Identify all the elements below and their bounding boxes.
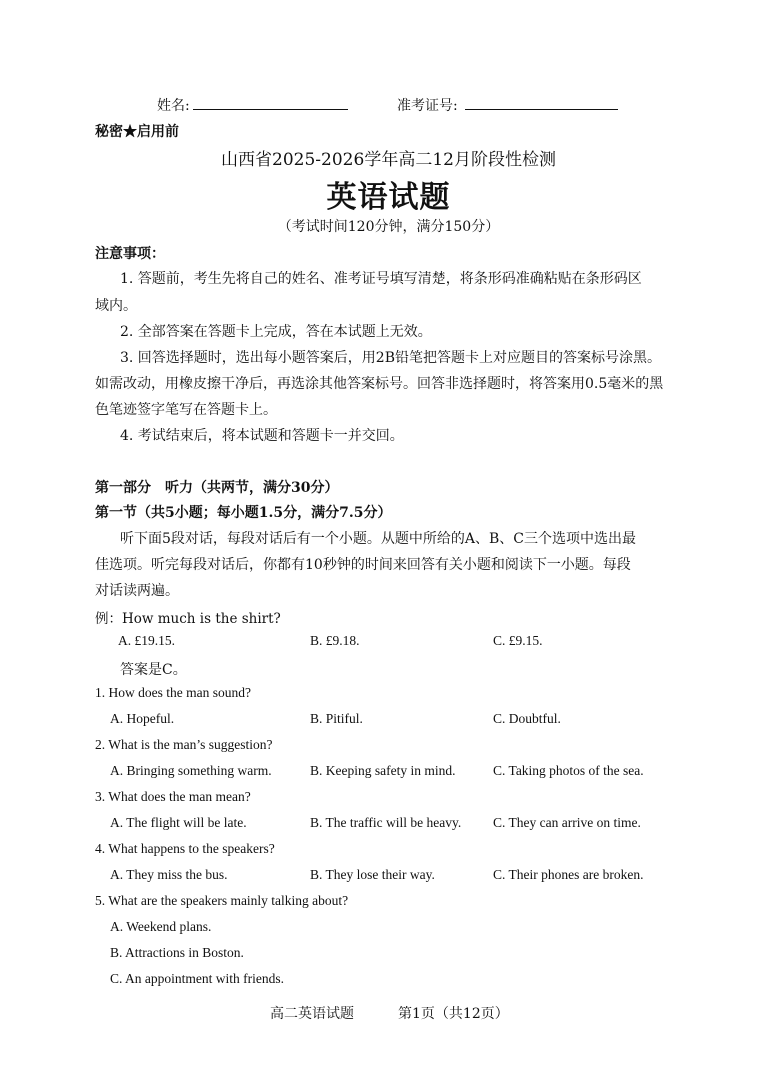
footer-page: 第1页（共12页） <box>398 1006 509 1022</box>
instruction-line: 对话读两遍。 <box>95 583 179 599</box>
note-line: 色笔迹签字笔写在答题卡上。 <box>95 402 277 418</box>
instruction-line: 听下面5段对话，每段对话后有一个小题。从题中所给的A、B、C三个选项中选出最 <box>120 531 637 547</box>
q3-option-a: A. The flight will be late. <box>110 815 247 830</box>
exam-number-label: 准考证号: <box>397 98 458 114</box>
q5-option-c: C. An appointment with friends. <box>110 971 284 986</box>
question-4: 4. What happens to the speakers? <box>95 841 275 856</box>
q2-option-c: C. Taking photos of the sea. <box>493 763 644 778</box>
q2-option-a: A. Bringing something warm. <box>110 763 272 778</box>
exam-title: 山西省2025-2026学年高二12月阶段性检测 <box>221 150 556 170</box>
q3-option-c: C. They can arrive on time. <box>493 815 641 830</box>
note-line: 3. 回答选择题时，选出每小题答案后，用2B铅笔把答题卡上对应题目的答案标号涂黑。 <box>120 350 662 366</box>
q3-option-b: B. The traffic will be heavy. <box>310 815 462 830</box>
q5-option-b: B. Attractions in Boston. <box>110 945 244 960</box>
question-1: 1. How does the man sound? <box>95 685 251 700</box>
example-answer: 答案是C。 <box>120 662 187 678</box>
notes-heading: 注意事项： <box>95 246 165 262</box>
name-label: 姓名: <box>157 98 190 114</box>
q2-option-b: B. Keeping safety in mind. <box>310 763 456 778</box>
note-line: 域内。 <box>95 298 137 314</box>
example-option-a: A. £19.15. <box>118 633 175 648</box>
instruction-line: 佳选项。听完每段对话后，你都有10秒钟的时间来回答有关小题和阅读下一小题。每段 <box>95 557 631 573</box>
secret-mark: 秘密★启用前 <box>95 124 179 140</box>
q4-option-c: C. Their phones are broken. <box>493 867 644 882</box>
question-2: 2. What is the man’s suggestion? <box>95 737 273 752</box>
part-heading: 第一部分 听力（共两节，满分30分） <box>95 480 339 496</box>
section-heading: 第一节（共5小题；每小题1.5分，满分7.5分） <box>95 505 392 521</box>
example-option-c: C. £9.15. <box>493 633 543 648</box>
note-line: 2. 全部答案在答题卡上完成，答在本试题上无效。 <box>120 324 432 340</box>
q1-option-b: B. Pitiful. <box>310 711 363 726</box>
note-line: 如需改动，用橡皮擦干净后，再选涂其他答案标号。回答非选择题时，将答案用0.5毫米的黑 <box>95 376 664 392</box>
q4-option-b: B. They lose their way. <box>310 867 435 882</box>
q5-option-a: A. Weekend plans. <box>110 919 212 934</box>
question-5: 5. What are the speakers mainly talking about? <box>95 893 349 908</box>
name-blank <box>193 95 348 110</box>
exam-info: （考试时间120分钟，满分150分） <box>277 219 500 235</box>
note-line: 1. 答题前，考生先将自己的姓名、准考证号填写清楚，将条形码准确粘贴在条形码区 <box>120 271 642 287</box>
exam-number-blank <box>465 95 618 110</box>
q1-option-a: A. Hopeful. <box>110 711 175 726</box>
q4-option-a: A. They miss the bus. <box>110 867 228 882</box>
subject-title: 英语试题 <box>326 180 451 215</box>
example-option-b: B. £9.18. <box>310 633 360 648</box>
example-question: 例：How much is the shirt? <box>95 611 281 627</box>
question-3: 3. What does the man mean? <box>95 789 251 804</box>
q1-option-c: C. Doubtful. <box>493 711 561 726</box>
note-line: 4. 考试结束后，将本试题和答题卡一并交回。 <box>120 428 404 444</box>
footer-subject: 高二英语试题 <box>270 1006 354 1022</box>
